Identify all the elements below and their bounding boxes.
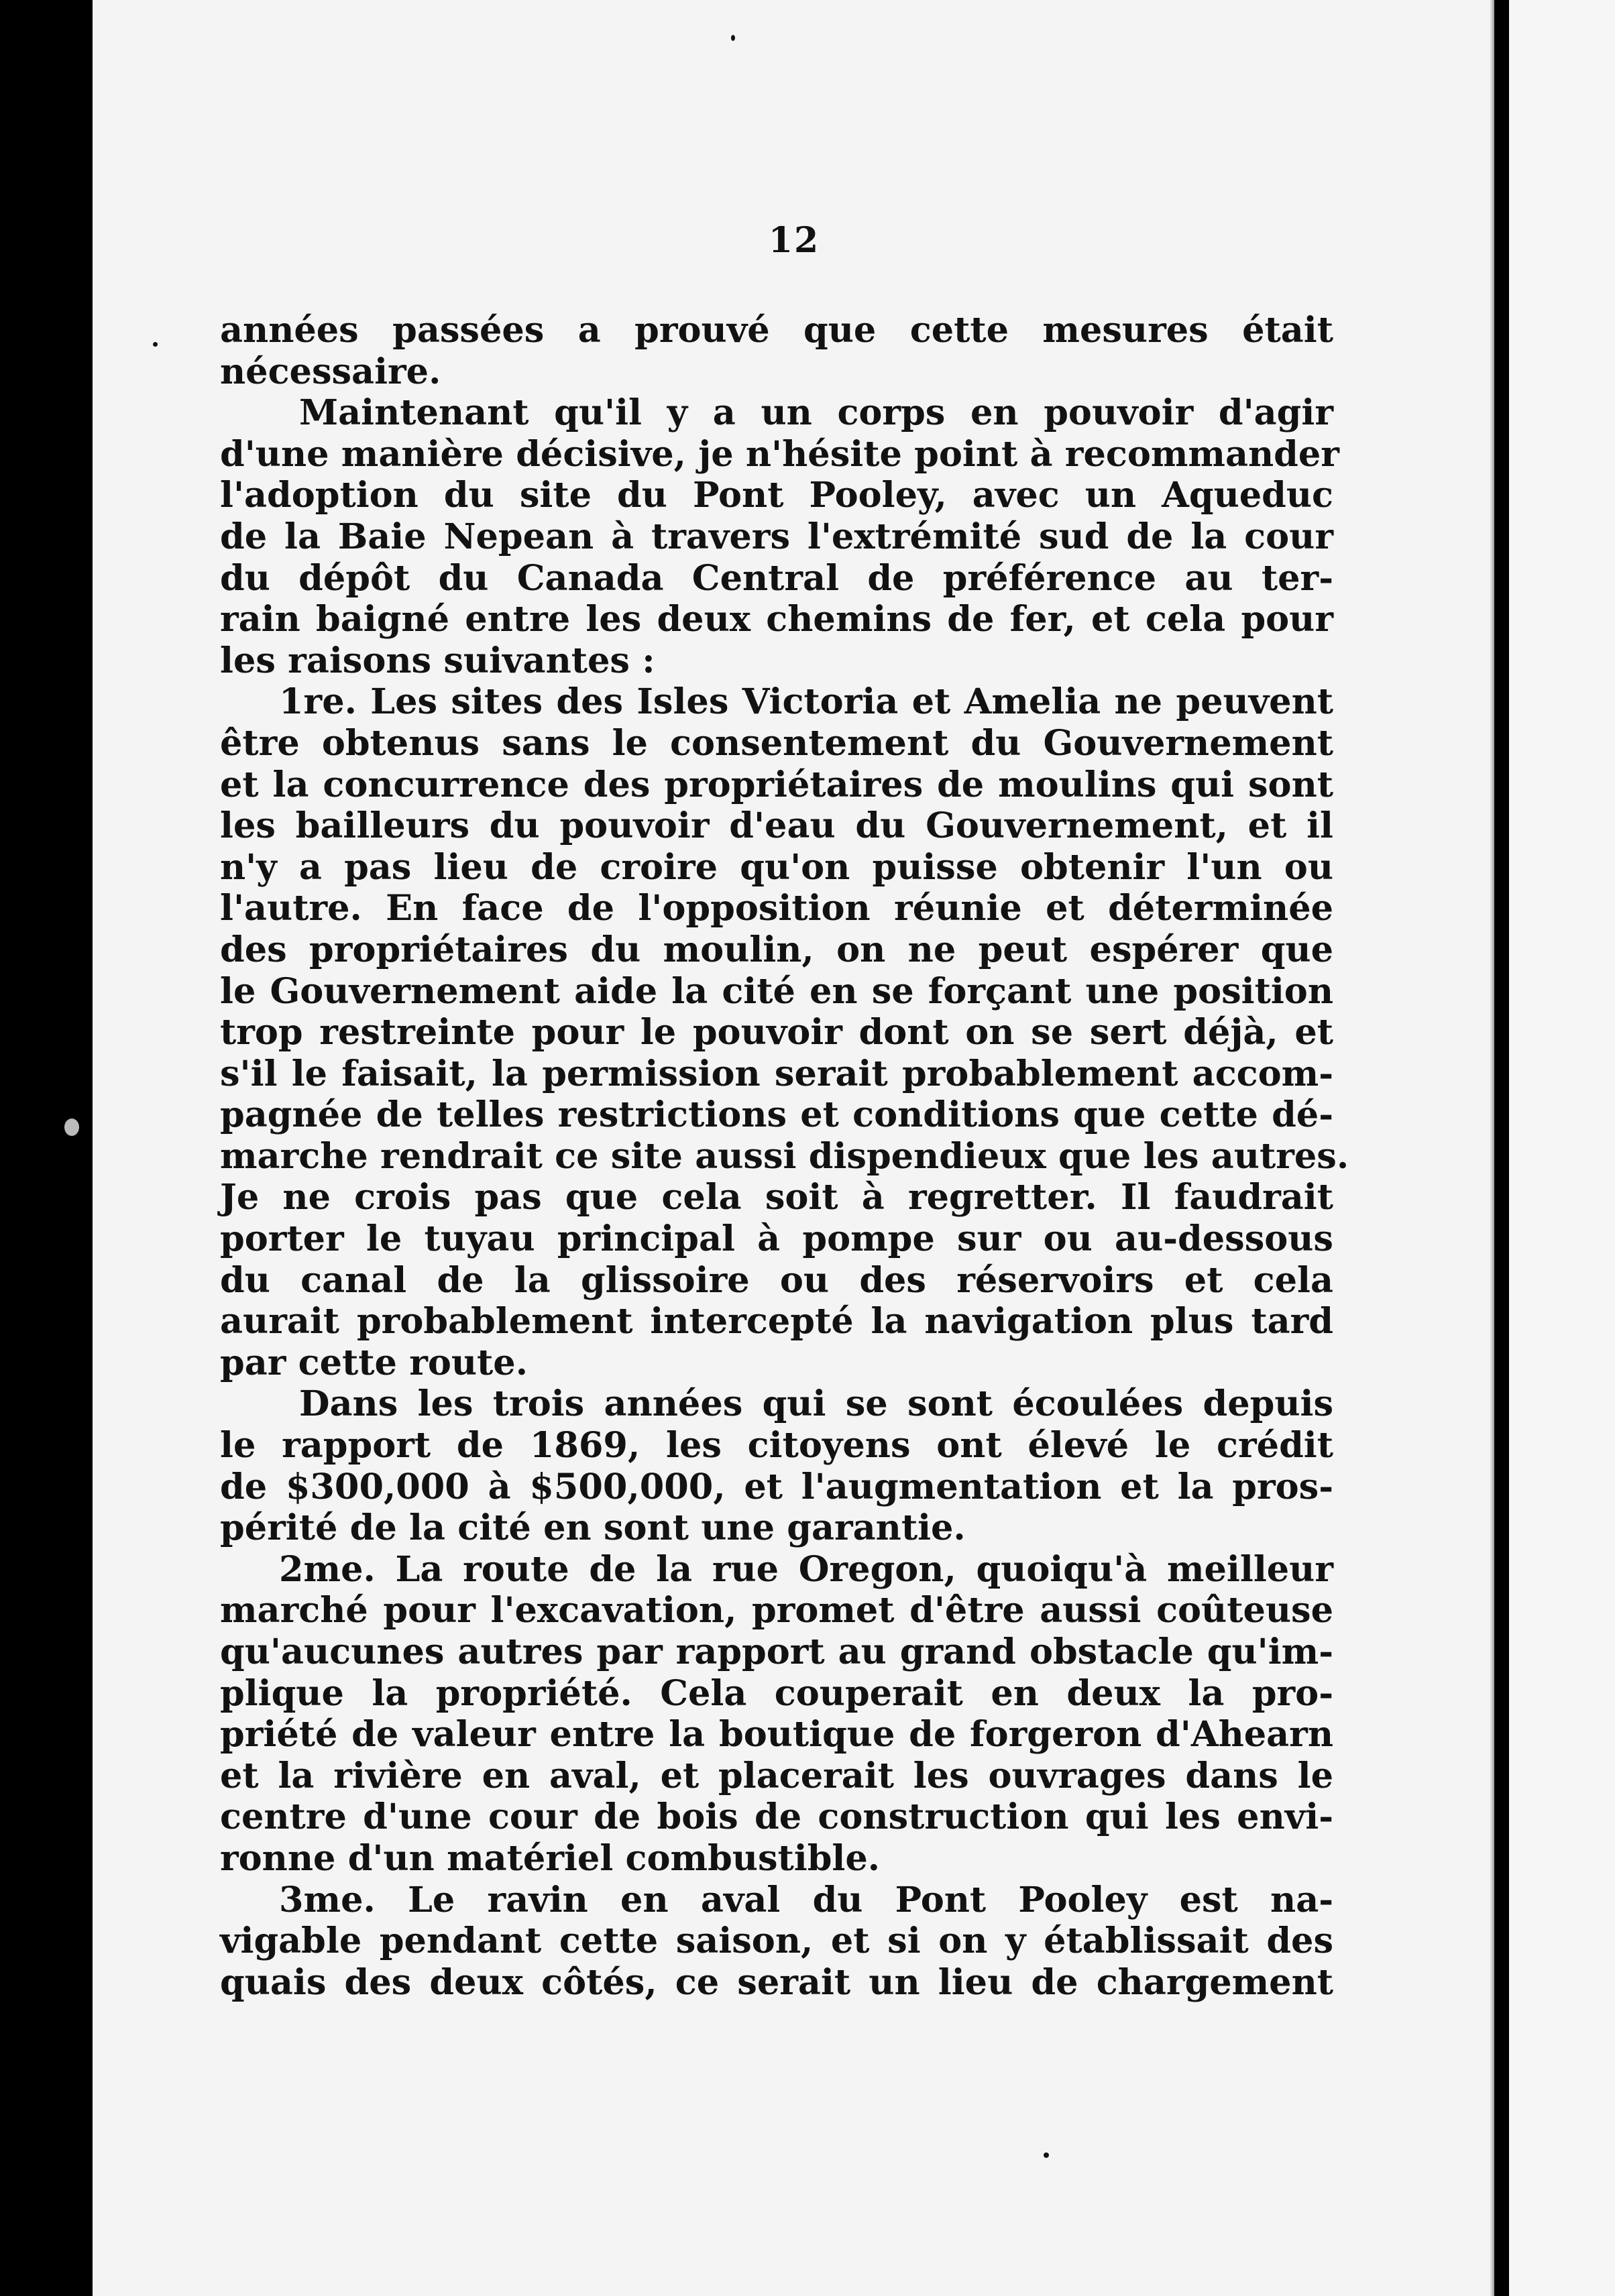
text-line: l'adoption du site du Pont Pooley, avec un Aqueduc [220,475,1333,516]
text-line: marché pour l'excavation, promet d'être aussi coûteuse [220,1590,1333,1631]
text-line: du dépôt du Canada Central de préférence au ter- [220,557,1333,599]
text-line: 3me. Le ravin en aval du Pont Pooley est na- [279,1879,1333,1920]
text-line: le Gouvernement aide la cité en se forçant une position [220,970,1333,1012]
text-line: d'une manière décisive, je n'hésite point à recommander [220,433,1339,475]
text-line: aurait probablement intercepté la navigation plus tard [220,1301,1333,1342]
text-line: de $300,000 à $500,000, et l'augmentation et la pros- [220,1466,1333,1507]
text-line: l'autre. En face de l'opposition réunie et déterminée [220,888,1333,929]
text-line: n'y a pas lieu de croire qu'on puisse obtenir l'un ou [220,846,1333,888]
text-line: quais des deux côtés, ce serait un lieu de chargement [220,1961,1333,2003]
facing-page-edge [1509,0,1615,2296]
text-line: ronne d'un matériel combustible. [220,1837,881,1879]
text-line: le rapport de 1869, les citoyens ont élevé le crédit [220,1425,1333,1467]
text-line: porter le tuyau principal à pompe sur ou au-dessous [220,1218,1333,1260]
text-line: par cette route. [220,1342,528,1383]
text-line: centre d'une cour de bois de construction qui les envi- [220,1796,1333,1838]
text-line: plique la propriété. Cela couperait en deux la pro- [220,1672,1333,1714]
text-line: les bailleurs du pouvoir d'eau du Gouvernement, et il [220,805,1333,847]
text-line: du canal de la glissoire ou des réservoirs et cela [220,1259,1333,1301]
text-line: les raisons suivantes : [220,640,655,681]
text-line: et la concurrence des propriétaires de moulins qui sont [220,764,1333,805]
page-number: 12 [768,220,820,261]
text-line: de la Baie Nepean à travers l'extrémité sud de la cour [220,516,1333,557]
scan-speck [64,1118,79,1136]
page-gutter [1494,0,1510,2296]
text-line: marche rendrait ce site aussi dispendieux que les autres. [220,1135,1349,1177]
text-line: qu'aucunes autres par rapport au grand obstacle qu'im- [220,1631,1333,1672]
text-line: être obtenus sans le consentement du Gouvernement [220,722,1333,764]
text-line: 1re. Les sites des Isles Victoria et Amelia ne peuvent [279,681,1333,723]
text-line: rain baigné entre les deux chemins de fer, et cela pour [220,599,1333,640]
scan-speck [1044,2152,1049,2158]
text-line: des propriétaires du moulin, on ne peut espérer que [220,929,1333,970]
text-line: et la rivière en aval, et placerait les ouvrages dans le [220,1755,1333,1796]
scan-speck [731,35,735,41]
text-line: périté de la cité en sont une garantie. [220,1507,966,1549]
text-line: priété de valeur entre la boutique de forgeron d'Ahearn [220,1714,1333,1756]
text-line: Je ne crois pas que cela soit à regretter. Il faudrait [220,1177,1333,1218]
text-line: vigable pendant cette saison, et si on y établissait des [220,1920,1333,1962]
text-line: pagnée de telles restrictions et conditions que cette dé- [220,1094,1333,1136]
body-text [220,310,1349,2003]
text-line: Maintenant qu'il y a un corps en pouvoir d'agir [299,392,1333,434]
scan-speck [153,342,158,347]
text-line: 2me. La route de la rue Oregon, quoiqu'à meilleur [279,1548,1333,1590]
text-line: nécessaire. [220,351,441,392]
text-line: Dans les trois années qui se sont écoulées depuis [299,1383,1333,1425]
text-line: années passées a prouvé que cette mesures était [220,310,1333,351]
text-line: trop restreinte pour le pouvoir dont on se sert déjà, et [220,1012,1333,1053]
text-line: s'il le faisait, la permission serait probablement accom- [220,1053,1333,1094]
document-page [93,0,1496,2296]
